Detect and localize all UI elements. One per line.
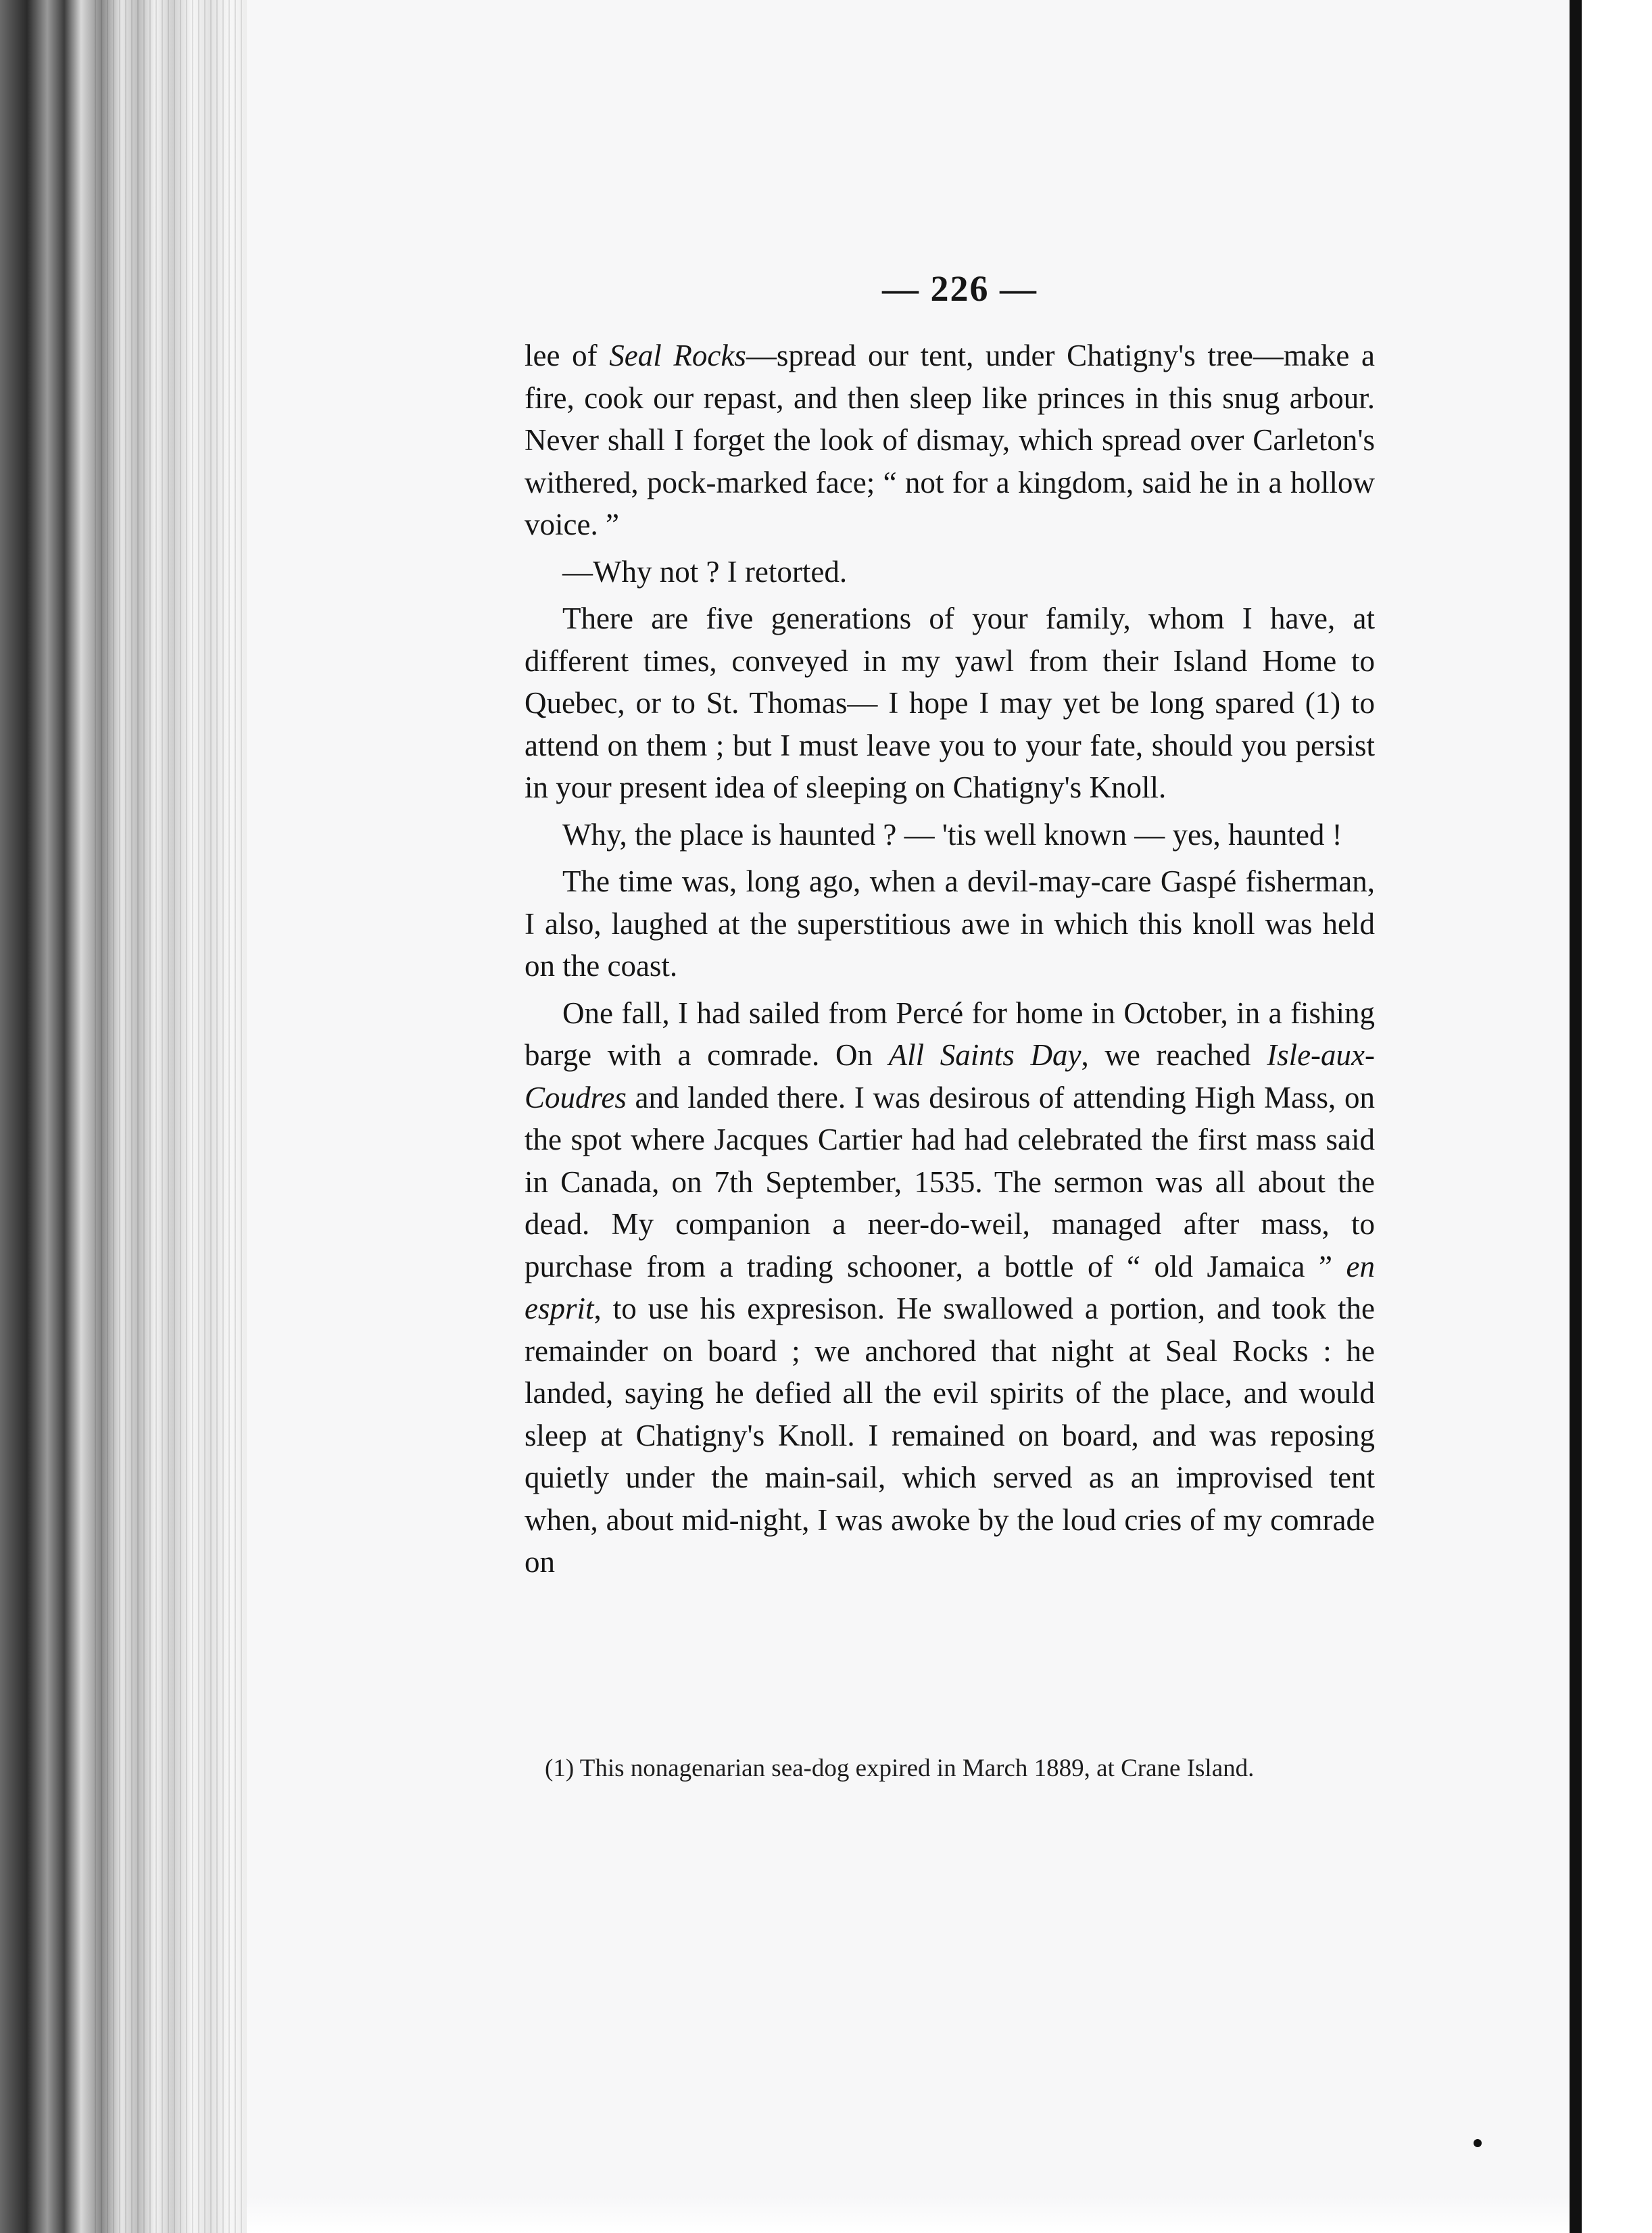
page-bottom-edge bbox=[247, 2197, 1572, 2233]
paragraph bbox=[525, 335, 1375, 546]
text-run: There are five generations of your family, whom I have, at different times, conveyed in my yawl from their Island Home to Quebec, or to St. Thomas— I hope I may yet be long spared (1) to attend on them ; but I must leave you to your fate, should you persist in your present idea of sleeping on Chatigny's Knoll. bbox=[525, 602, 1375, 804]
page-stack-edges bbox=[95, 0, 243, 2233]
italic-text: All Saints Day bbox=[888, 1038, 1082, 1072]
body-text bbox=[525, 335, 1375, 1588]
paragraph bbox=[525, 860, 1375, 987]
text-run: lee of bbox=[525, 339, 610, 372]
text-run: and landed there. I was desirous of attending High Mass, on the spot where Jacques Cartier had had celebrated the first mass said in Canada, on 7th September, 1535. The sermon was all about the dead. My companion a neer-do-weil, managed after mass, to purchase from a trading schooner, a bottle of “ old Jamaica ” bbox=[525, 1080, 1375, 1283]
italic-text: Isle-aux-Coudres bbox=[525, 1038, 1375, 1114]
text-run: One fall, I had sailed from Percé for home in October, in a fishing barge with a comrade. On bbox=[525, 996, 1375, 1072]
text-run: Why, the place is haunted ? — 'tis well known — yes, haunted ! bbox=[562, 817, 1342, 852]
paragraph bbox=[525, 597, 1375, 809]
scan-right-border bbox=[1570, 0, 1582, 2233]
text-run: —Why not ? I retorted. bbox=[562, 554, 848, 589]
italic-text: Seal Rocks bbox=[609, 339, 746, 372]
text-run: , to use his expresison. He swallowed a portion, and took the remainder on board ; we anchored that night at Seal Rocks : he landed, saying he defied all the evil spirits of the place, and would sleep at Chatigny's Knoll. I remained on board, and was reposing quietly under the main-sail, which served as an improvised tent when, about mid-night, I was awoke by the loud cries of my comrade on bbox=[525, 1292, 1375, 1579]
paragraph bbox=[525, 814, 1375, 856]
italic-text: en esprit bbox=[525, 1249, 1375, 1325]
text-run: —spread our tent, under Chatigny's tree—make a fire, cook our repast, and then sleep like princes in this snug arbour. Never shall I forget the look of dismay, which spread over Carleton's withered, pock-marked face; “ not for a kingdom, said he in a hollow voice. ” bbox=[525, 339, 1375, 541]
footnote: (1) This nonagenarian sea-dog expired in March 1889, at Crane Island. bbox=[545, 1754, 1255, 1782]
scan-speck bbox=[1474, 2139, 1482, 2147]
text-run: , we reached bbox=[1081, 1038, 1267, 1072]
paragraph bbox=[525, 551, 1375, 593]
scan-margin bbox=[1582, 0, 1652, 2233]
page-number-header: — 226 — bbox=[882, 268, 1038, 309]
paragraph bbox=[525, 992, 1375, 1584]
text-run: The time was, long ago, when a devil-may-care Gaspé fisherman, I also, laughed at the superstitious awe in which this knoll was held on the coast. bbox=[525, 864, 1375, 983]
